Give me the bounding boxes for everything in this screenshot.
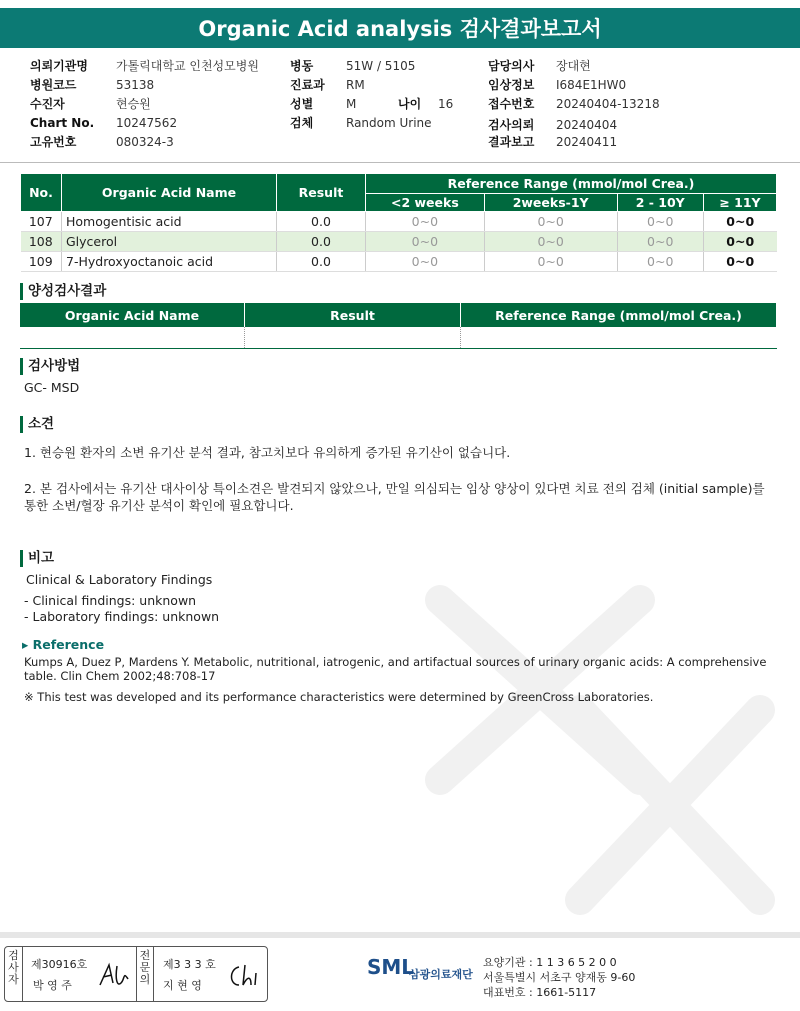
header-request-date: 검사의뢰 20240404 — [488, 118, 618, 132]
opinion-p1: 1. 현승원 환자의 소변 유기산 분석 결과, 참고치보다 유의하게 증가된 유기산이 없습니다. — [24, 445, 511, 460]
validation-note: ※ This test was developed and its performance characteristics were determined by GreenCross Laboratories. — [24, 690, 654, 704]
row-r2: 0~0 — [484, 212, 617, 232]
row-r1: 0~0 — [366, 212, 485, 232]
row-r2: 0~0 — [484, 252, 617, 272]
header-patient: 수진자 현승원 — [30, 97, 151, 111]
opinion-p2a: 2. 본 검사에서는 유기산 대사이상 특이소견은 발견되지 않았으나, 만일 의심되는 임상 양상이 있다면 치료 전의 검체 (initial sample)를 — [24, 481, 765, 496]
org-name: 삼광의료재단 — [409, 968, 473, 981]
section-marker — [20, 550, 23, 567]
section-marker — [20, 416, 23, 433]
row-r3: 0~0 — [617, 232, 703, 252]
header-dept: 진료과 RM — [290, 78, 365, 92]
row-result: 0.0 — [277, 232, 366, 252]
row-r1: 0~0 — [366, 232, 485, 252]
org-info — [483, 955, 635, 1000]
header-sex: 성별 M 나이 16 — [290, 97, 454, 111]
row-r3: 0~0 — [617, 252, 703, 272]
section-marker — [20, 358, 23, 375]
org-phone: 대표번호 : 1661-5117 — [483, 986, 597, 999]
table-row — [20, 327, 777, 349]
table-row — [21, 252, 777, 272]
header-institution: 의뢰기관명 가톨릭대학교 인천성모병원 — [30, 59, 259, 73]
row-name: Glycerol — [62, 232, 277, 252]
col-reference: Reference Range (mmol/mol Crea.) — [366, 174, 777, 194]
row-r4: 0~0 — [703, 232, 776, 252]
row-no: 109 — [21, 252, 62, 272]
positive-heading: 양성검사결과 — [20, 279, 106, 300]
specialist-name: 지 현 영 — [163, 979, 202, 992]
pos-col-result: Result — [245, 303, 461, 327]
row-result: 0.0 — [277, 252, 366, 272]
pos-col-name: Organic Acid Name — [20, 303, 245, 327]
opinion-heading: 소견 — [20, 412, 54, 433]
remarks-clinical: - Clinical findings: unknown — [24, 593, 197, 608]
results-table — [20, 173, 777, 272]
examiner-label: 검사자 — [5, 947, 23, 1001]
header-clinical-info: 임상정보 I684E1HW0 — [488, 78, 627, 92]
specialist-label: 전문의 — [136, 947, 154, 1001]
header-chart-no: Chart No. 10247562 — [30, 116, 178, 130]
row-name: Homogentisic acid — [62, 212, 277, 232]
row-result: 0.0 — [277, 212, 366, 232]
col-name: Organic Acid Name — [62, 174, 277, 212]
header-receipt-no: 접수번호 20240404-13218 — [488, 97, 660, 111]
report-title: Organic Acid analysis 검사결과보고서 — [0, 8, 800, 48]
header-report-date: 결과보고 20240411 — [488, 135, 618, 149]
table-row — [21, 232, 777, 252]
reference-heading: ▸ Reference — [22, 637, 105, 652]
reference-line1: Kumps A, Duez P, Mardens Y. Metabolic, nutritional, iatrogenic, and artifactual sources of urinary organic acids: A comprehensive — [24, 655, 767, 669]
footer-divider — [0, 932, 800, 938]
header-divider — [0, 162, 800, 163]
row-r3: 0~0 — [617, 212, 703, 232]
method-text: GC- MSD — [24, 380, 80, 395]
table-row — [21, 212, 777, 232]
header-hospital-code: 병원코드 53138 — [30, 78, 155, 92]
row-no: 108 — [21, 232, 62, 252]
row-r2: 0~0 — [484, 232, 617, 252]
org-address: 서울특별시 서초구 양재동 9-60 — [483, 971, 636, 984]
method-heading: 검사방법 — [20, 354, 80, 375]
header-unique-no: 고유번호 080324-3 — [30, 135, 174, 149]
row-r4: 0~0 — [703, 252, 776, 272]
header-specimen: 검체 Random Urine — [290, 116, 432, 130]
reference-line2: table. Clin Chem 2002;48:708-17 — [24, 669, 216, 683]
col-ref-11y-plus: ≥ 11Y — [703, 194, 776, 212]
col-ref-2weeks-1y: 2weeks-1Y — [484, 194, 617, 212]
pos-col-ref: Reference Range (mmol/mol Crea.) — [461, 303, 777, 327]
row-name: 7-Hydroxyoctanoic acid — [62, 252, 277, 272]
header-doctor: 담당의사 장대현 — [488, 59, 591, 73]
org-code: 요양기관 : 1 1 3 6 5 2 0 0 — [483, 956, 617, 969]
examiner-signature — [97, 961, 133, 991]
watermark-logo — [380, 480, 800, 950]
row-r4: 0~0 — [703, 212, 776, 232]
col-no: No. — [21, 174, 62, 212]
row-no: 107 — [21, 212, 62, 232]
positive-table — [20, 303, 777, 349]
section-marker — [20, 283, 23, 300]
examiner-name: 박 영 주 — [33, 979, 72, 992]
row-r1: 0~0 — [366, 252, 485, 272]
opinion-p2b: 통한 소변/혈장 유기산 분석이 확인에 필요합니다. — [24, 498, 294, 513]
specialist-signature — [227, 961, 263, 991]
remarks-heading: 비고 — [20, 546, 54, 567]
sml-logo: SML — [367, 955, 415, 979]
col-ref-2-10y: 2 - 10Y — [617, 194, 703, 212]
signature-box — [4, 946, 268, 1002]
col-result: Result — [277, 174, 366, 212]
remarks-findings-title: Clinical & Laboratory Findings — [26, 572, 213, 587]
specialist-license: 제3 3 3 호 — [163, 958, 216, 971]
examiner-license: 제30916호 — [31, 958, 88, 971]
header-ward: 병동 51W / 5105 — [290, 59, 416, 73]
col-ref-under-2weeks: <2 weeks — [366, 194, 485, 212]
remarks-lab: - Laboratory findings: unknown — [24, 609, 220, 624]
